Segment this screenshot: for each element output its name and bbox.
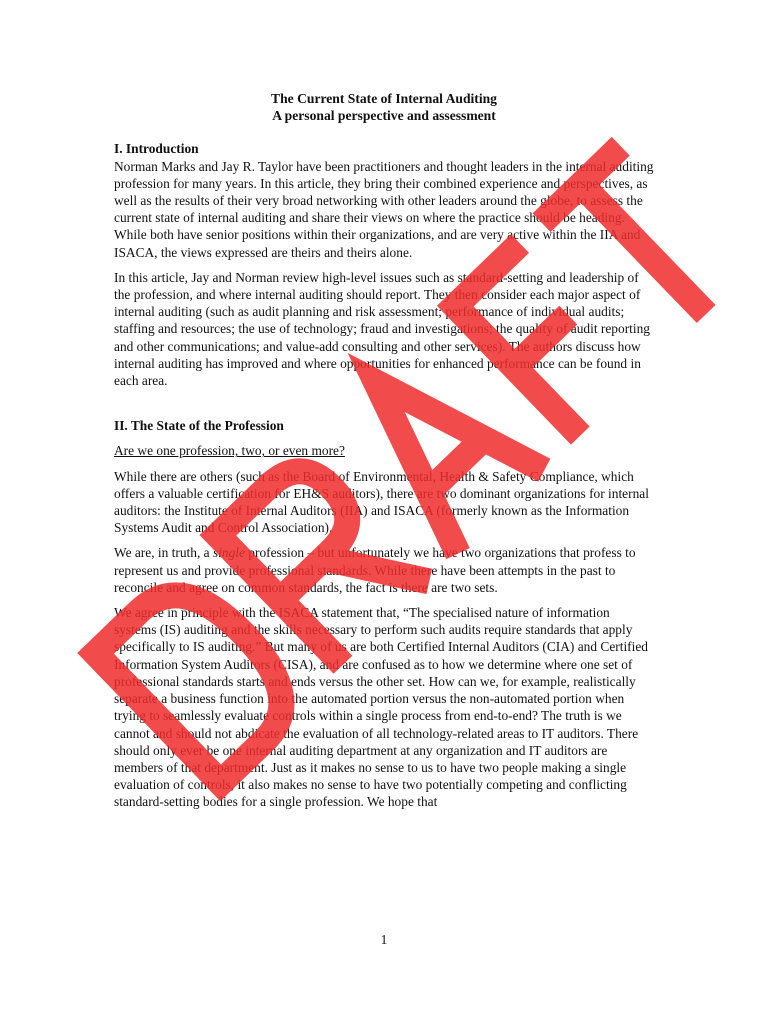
text-run: profession – but unfortunately we have two organizations that profess to represent us and provide professional standards. While there have been attempts in the past to reconcile and agree on common standards, the fact is there are two sets. <box>114 545 636 595</box>
document-subtitle: A personal perspective and assessment <box>272 108 496 124</box>
document-body <box>114 90 654 811</box>
paragraph <box>114 544 654 596</box>
text-run: We are, in truth, a <box>114 545 213 561</box>
paragraph: Norman Marks and Jay R. Taylor have been practitioners and thought leaders in the internal auditing profession for many years. In this article, they bring their combined experience and perspectives, as well as the results of their very broad networking with other leaders around the globe, to assess the current state of internal auditing and share their views on where the practice should be heading. While both have senior positions within their organizations, and are very active within the IIA and ISACA, the views expressed are theirs and theirs alone. <box>114 158 654 260</box>
subsection-heading: Are we one profession, two, or even more? <box>114 443 345 459</box>
section-heading-profession: II. The State of the Profession <box>114 418 284 434</box>
paragraph: We agree in principle with the ISACA statement that, “The specialised nature of information systems (IS) auditing and the skills necessary to perform such audits require standards that apply specifically to IS auditing.” But many of us are both Certified Internal Auditors (CIA) and Certified Information System Auditors (CISA), and are confused as to how we determine where one set of professional standards starts and ends versus the other set. How can we, for example, realistically separate a business function into the automated portion versus the non-automated portion when trying to seamlessly evaluate controls within a single process from end-to-end? The truth is we cannot and should not abdicate the evaluation of all technology-related areas to IT auditors. There should only ever be one internal auditing department at any organization and IT auditors are members of that department. Just as it makes no sense to us to have two people making a single evaluation of controls, it also makes no sense to have two potentially competing and conflicting standard-setting bodies for a single profession. We hope that <box>114 605 649 810</box>
emphasis: single <box>212 545 245 561</box>
document-title: The Current State of Internal Auditing <box>271 91 497 106</box>
paragraph: While there are others (such as the Board of Environmental, Health & Safety Compliance, which offers a valuable certification for EH&S auditors), there are two dominant organizations for internal auditors: the Institute of Internal Auditors (IIA) and ISACA (formerly known as the Information Systems Audit and Control Association). <box>114 468 649 536</box>
section-heading-introduction: I. Introduction <box>114 141 199 157</box>
page-number: 1 <box>380 932 388 947</box>
paragraph: In this article, Jay and Norman review high-level issues such as standard-setting and leadership of the profession, and where internal auditing should report. They then consider each major aspect of internal auditing (such as audit planning and risk assessment; performance of individual audits; staffing and resources; the use of technology; fraud and investigations; the quality of audit reporting and other communications; and value-add consulting and other services). The authors discuss how internal auditing has improved and where opportunities for enhanced performance can be found in each area. <box>114 269 650 389</box>
